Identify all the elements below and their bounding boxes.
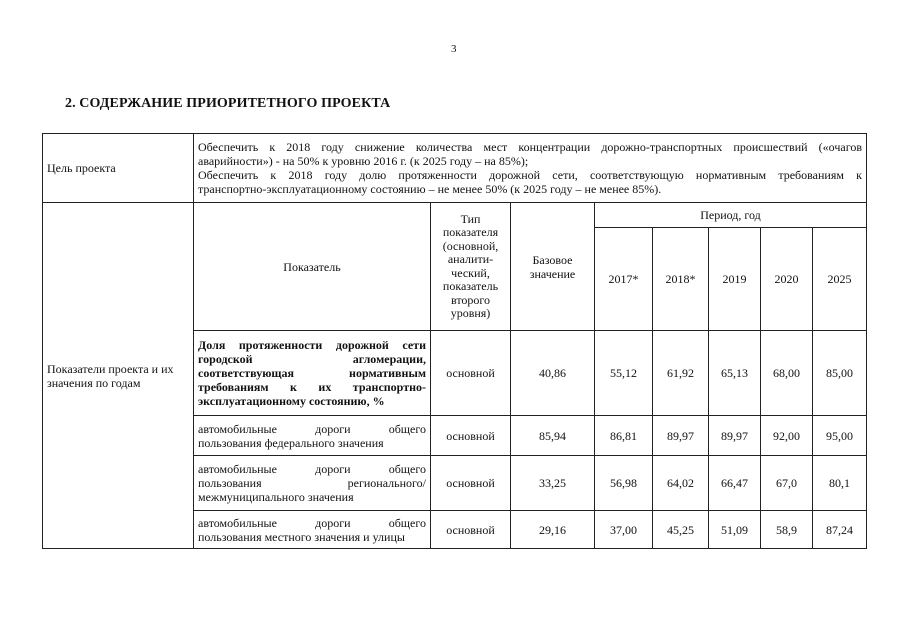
year-value-cell: 58,9	[761, 511, 813, 549]
indicator-name-line: автомобильные дороги общего	[198, 515, 426, 530]
year-value-cell: 66,47	[709, 456, 761, 511]
header-period: Период, год	[595, 203, 867, 228]
indicator-type-cell: основной	[431, 456, 511, 511]
indicators-label: Показатели проекта и их значения по годам	[43, 203, 194, 549]
indicator-name-line: Доля протяженности дорожной сети	[198, 338, 426, 352]
header-year: 2017*	[595, 228, 653, 331]
goal-text-line: транспортно-эксплуатационному состоянию – не менее 50% (к 2025 году – не менее 85%).	[198, 182, 662, 196]
year-value-cell: 45,25	[653, 511, 709, 549]
indicator-name-line: эксплуатационному состоянию, %	[198, 394, 385, 408]
header-year: 2020	[761, 228, 813, 331]
year-value-cell: 80,1	[813, 456, 867, 511]
goal-label: Цель проекта	[43, 134, 194, 203]
section-heading: 2. СОДЕРЖАНИЕ ПРИОРИТЕТНОГО ПРОЕКТА	[65, 96, 391, 111]
header-type-line: аналити-	[447, 252, 494, 266]
year-value-cell: 86,81	[595, 416, 653, 456]
year-value-cell: 65,13	[709, 331, 761, 416]
indicator-name-line: требованиям к их транспортно-	[198, 380, 426, 394]
indicator-type-cell: основной	[431, 331, 511, 416]
indicator-name-line: автомобильные дороги общего	[198, 421, 426, 436]
page-number: 3	[451, 43, 457, 55]
header-type-line: второго	[450, 292, 491, 307]
base-value-cell: 33,25	[511, 456, 595, 511]
goal-text-line: аварийности») - на 50% к уровню 2016 г. (к 2025 году – на 85%);	[198, 154, 529, 168]
indicator-name-line: автомобильные дороги общего	[198, 462, 426, 476]
header-type-line: Тип	[460, 211, 481, 226]
base-value-cell: 29,16	[511, 511, 595, 549]
indicator-name-cell	[194, 416, 431, 456]
indicator-name-line: пользования регионального/	[198, 476, 426, 490]
year-value-cell: 89,97	[709, 416, 761, 456]
project-content-table	[42, 133, 867, 549]
indicator-name-cell	[194, 511, 431, 549]
indicator-name-line: соответствующая нормативным	[198, 366, 426, 380]
header-type-line: (основной,	[442, 238, 499, 253]
indicator-name-line: межмуниципального значения	[198, 490, 354, 504]
goal-row	[43, 134, 867, 203]
indicator-type-cell: основной	[431, 511, 511, 549]
year-value-cell: 56,98	[595, 456, 653, 511]
base-value-cell: 85,94	[511, 416, 595, 456]
year-value-cell: 55,12	[595, 331, 653, 416]
year-value-cell: 51,09	[709, 511, 761, 549]
year-value-cell: 64,02	[653, 456, 709, 511]
indicator-name-cell	[194, 456, 431, 511]
indicator-name-line: городской агломерации,	[198, 352, 426, 366]
header-type	[431, 203, 511, 331]
year-value-cell: 61,92	[653, 331, 709, 416]
base-value-cell: 40,86	[511, 331, 595, 416]
header-type-line: показателя	[442, 225, 499, 239]
header-base-line: значение	[529, 266, 576, 281]
header-row-period	[43, 203, 867, 228]
header-base-line: Базовое	[532, 252, 573, 267]
goal-text	[194, 134, 867, 203]
year-value-cell: 87,24	[813, 511, 867, 549]
goal-text-line: Обеспечить к 2018 году снижение количества мест концентрации дорожно-транспортных происшествий («очагов	[198, 140, 862, 154]
year-value-cell: 68,00	[761, 331, 813, 416]
header-year: 2019	[709, 228, 761, 331]
year-value-cell: 67,0	[761, 456, 813, 511]
indicator-type-cell: основной	[431, 416, 511, 456]
year-value-cell: 89,97	[653, 416, 709, 456]
year-value-cell: 85,00	[813, 331, 867, 416]
header-base	[511, 203, 595, 331]
header-type-line: ческий,	[451, 265, 490, 280]
indicator-name-cell	[194, 331, 431, 416]
header-year: 2018*	[653, 228, 709, 331]
indicator-name-line: пользования местного значения и улицы	[198, 529, 405, 544]
year-value-cell: 37,00	[595, 511, 653, 549]
indicator-name-line: пользования федерального значения	[198, 435, 384, 450]
year-value-cell: 92,00	[761, 416, 813, 456]
header-indicator: Показатель	[194, 203, 431, 331]
header-year: 2025	[813, 228, 867, 331]
header-type-line: показатель	[442, 279, 499, 293]
header-type-line: уровня)	[450, 306, 491, 320]
year-value-cell: 95,00	[813, 416, 867, 456]
goal-text-line: Обеспечить к 2018 году долю протяженности дорожной сети, соответствующую нормативным требованиям к	[198, 168, 862, 182]
